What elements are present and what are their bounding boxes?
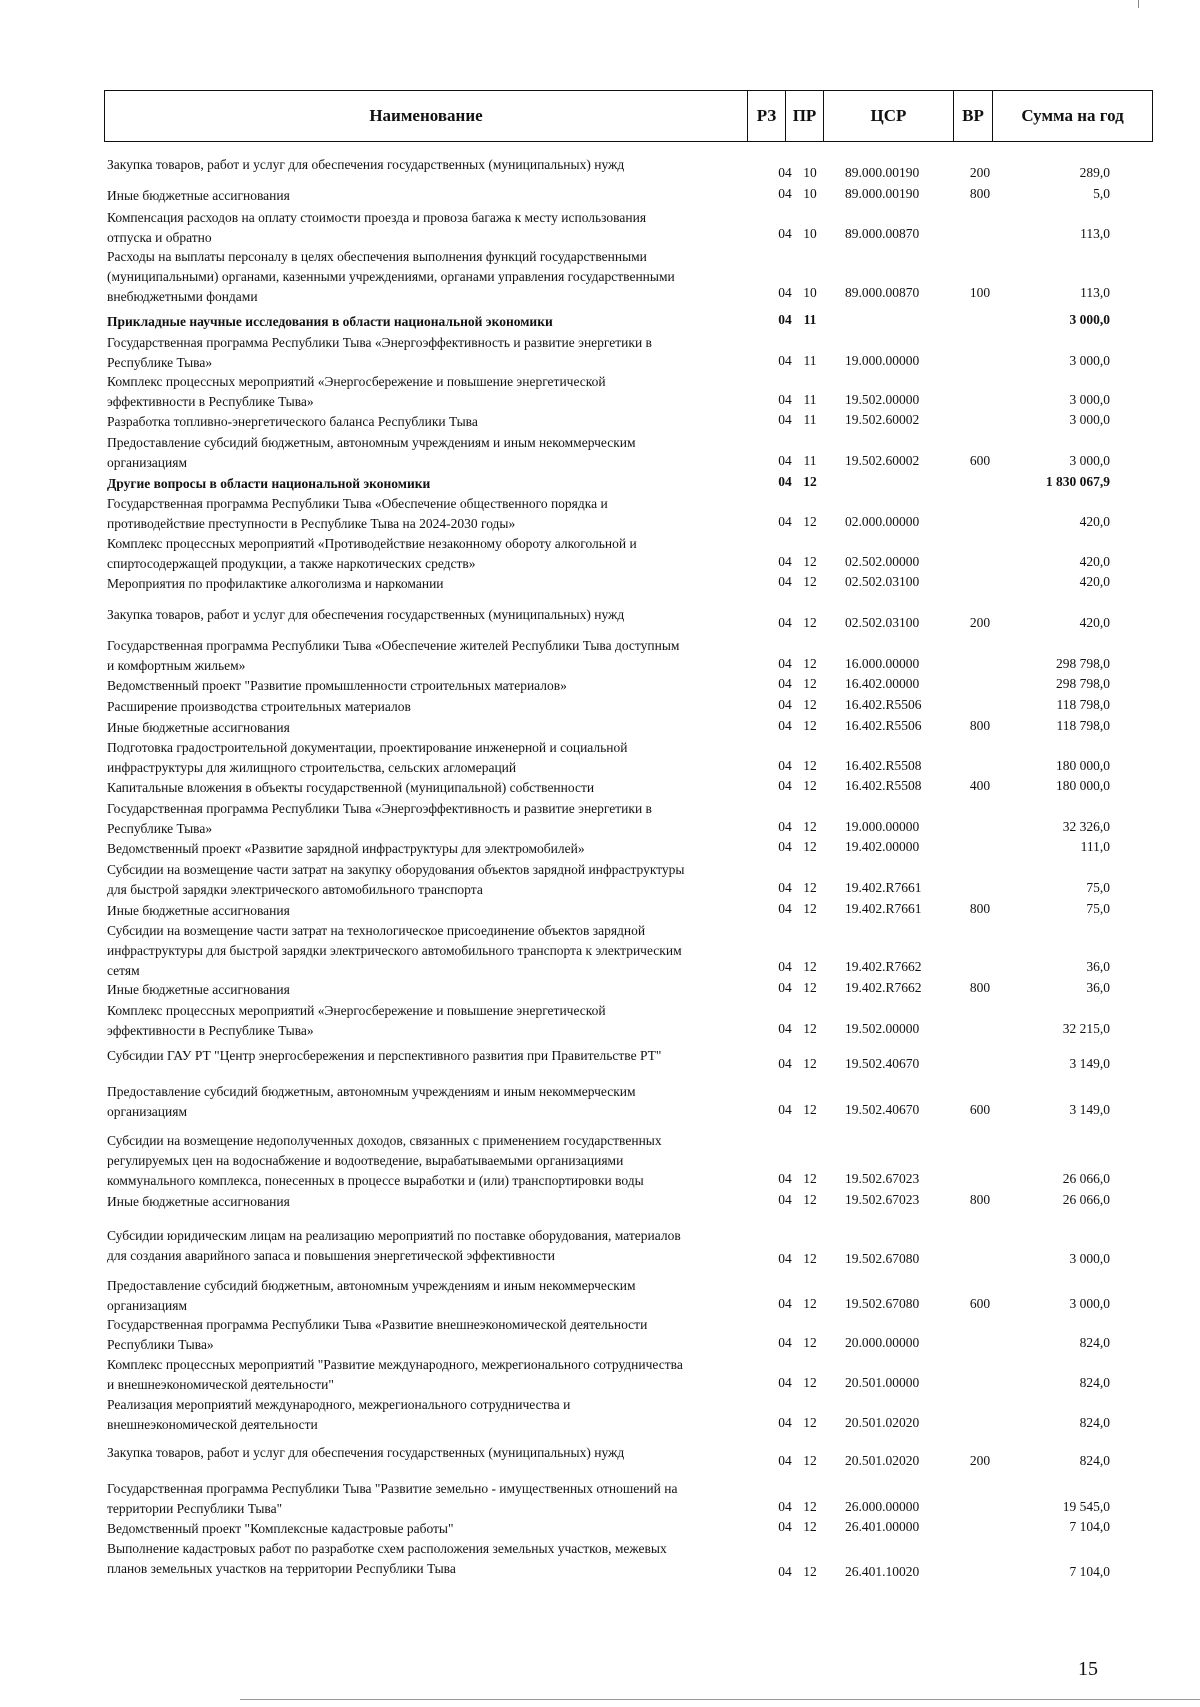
table-row xyxy=(0,1276,1200,1314)
row-name: Субсидии на возмещение части затрат на закупку оборудования объектов зарядной инфраструктуры для быстрой зарядки электрического автомобильного транспорта xyxy=(107,862,685,897)
row-pr: 11 xyxy=(803,353,817,368)
row-rz: 04 xyxy=(778,353,792,368)
row-pr: 12 xyxy=(803,1375,817,1390)
row-csr: 16.402.R5508 xyxy=(845,758,922,773)
row-rz: 04 xyxy=(778,165,792,180)
row-rz: 04 xyxy=(778,1564,792,1579)
row-csr: 02.502.03100 xyxy=(845,574,920,589)
row-pr: 11 xyxy=(803,412,817,427)
row-name: Предоставление субсидий бюджетным, автономным учреждениям и иным некоммерческим организациям xyxy=(107,1084,636,1119)
row-vr: 200 xyxy=(969,1453,991,1468)
row-rz: 04 xyxy=(778,656,792,671)
table-row xyxy=(0,901,1200,919)
row-rz: 04 xyxy=(778,392,792,407)
row-name: Разработка топливно-энергетического баланса Республики Тыва xyxy=(107,414,478,429)
row-sum: 36,0 xyxy=(1086,980,1110,995)
row-vr: 200 xyxy=(969,615,991,630)
row-sum: 298 798,0 xyxy=(1056,656,1110,671)
row-name: Иные бюджетные ассигнования xyxy=(107,982,290,997)
row-csr: 19.402.00000 xyxy=(845,839,920,854)
table-row xyxy=(0,412,1200,430)
row-name: Иные бюджетные ассигнования xyxy=(107,903,290,918)
row-sum: 36,0 xyxy=(1086,959,1110,974)
row-rz: 04 xyxy=(778,980,792,995)
table-row xyxy=(0,1315,1200,1353)
table-row xyxy=(0,574,1200,592)
row-name: Комплекс процессных мероприятий «Противодействие незаконному обороту алкогольной и спиртосодержащей продукции, а также наркотических средств» xyxy=(107,536,637,571)
row-csr: 20.000.00000 xyxy=(845,1335,920,1350)
row-name: Иные бюджетные ассигнования xyxy=(107,1194,290,1209)
row-rz: 04 xyxy=(778,1296,792,1311)
row-pr: 12 xyxy=(803,697,817,712)
table-row xyxy=(0,636,1200,674)
row-sum: 7 104,0 xyxy=(1069,1519,1110,1534)
table-row xyxy=(0,860,1200,898)
row-pr: 12 xyxy=(803,819,817,834)
row-name: Ведомственный проект "Развитие промышленности строительных материалов» xyxy=(107,678,567,693)
row-rz: 04 xyxy=(778,1171,792,1186)
header-sum: Сумма на год xyxy=(992,91,1152,141)
row-csr: 19.402.R7662 xyxy=(845,959,922,974)
table-row xyxy=(0,778,1200,796)
table-row xyxy=(0,372,1200,410)
row-sum: 3 000,0 xyxy=(1069,412,1110,427)
header-rz: РЗ xyxy=(747,91,785,141)
header-name: Наименование xyxy=(369,106,483,125)
row-csr: 02.502.00000 xyxy=(845,554,920,569)
table-row xyxy=(0,1131,1200,1189)
row-csr: 19.502.00000 xyxy=(845,392,920,407)
row-sum: 3 149,0 xyxy=(1069,1056,1110,1071)
row-sum: 3 000,0 xyxy=(1069,1296,1110,1311)
row-name: Предоставление субсидий бюджетным, автономным учреждениям и иным некоммерческим организациям xyxy=(107,1278,636,1313)
table-row xyxy=(0,1046,1200,1074)
row-pr: 12 xyxy=(803,1453,817,1468)
row-pr: 11 xyxy=(803,392,817,407)
row-name: Прикладные научные исследования в области национальной экономики xyxy=(107,314,553,329)
row-rz: 04 xyxy=(778,1335,792,1350)
row-pr: 12 xyxy=(803,656,817,671)
row-vr: 600 xyxy=(969,1102,991,1117)
row-pr: 12 xyxy=(803,980,817,995)
row-sum: 3 000,0 xyxy=(1069,312,1110,327)
table-row xyxy=(0,718,1200,736)
row-pr: 12 xyxy=(803,1296,817,1311)
row-csr: 89.000.00870 xyxy=(845,285,920,300)
row-rz: 04 xyxy=(778,1251,792,1266)
row-csr: 19.502.67023 xyxy=(845,1192,920,1207)
row-vr: 800 xyxy=(969,901,991,916)
row-pr: 12 xyxy=(803,676,817,691)
row-rz: 04 xyxy=(778,697,792,712)
row-sum: 118 798,0 xyxy=(1056,697,1110,712)
row-name: Выполнение кадастровых работ по разработке схем расположения земельных участков, межевых планов земельных участков на территории Республики Тыва xyxy=(107,1541,667,1576)
table-row xyxy=(0,186,1200,204)
row-sum: 3 000,0 xyxy=(1069,392,1110,407)
row-name: Государственная программа Республики Тыва «Энергоэффективность и развитие энергетики в Республике Тыва» xyxy=(107,801,652,836)
row-csr: 26.401.00000 xyxy=(845,1519,920,1534)
row-csr: 19.402.R7661 xyxy=(845,880,922,895)
row-rz: 04 xyxy=(778,758,792,773)
row-sum: 420,0 xyxy=(1079,574,1110,589)
table-row xyxy=(0,494,1200,532)
row-sum: 180 000,0 xyxy=(1056,758,1110,773)
row-name: Расширение производства строительных материалов xyxy=(107,699,411,714)
row-rz: 04 xyxy=(778,453,792,468)
table-row xyxy=(0,676,1200,694)
row-name: Иные бюджетные ассигнования xyxy=(107,188,290,203)
row-name: Государственная программа Республики Тыва «Обеспечение общественного порядка и противодействие преступности в Республике Тыва на 2024-2030 годы» xyxy=(107,496,608,531)
row-pr: 10 xyxy=(803,165,817,180)
row-pr: 12 xyxy=(803,718,817,733)
row-csr: 19.502.40670 xyxy=(845,1056,920,1071)
row-sum: 113,0 xyxy=(1080,226,1110,241)
row-name: Иные бюджетные ассигнования xyxy=(107,720,290,735)
row-pr: 12 xyxy=(803,1415,817,1430)
table-row xyxy=(0,333,1200,371)
row-rz: 04 xyxy=(778,676,792,691)
row-rz: 04 xyxy=(778,880,792,895)
row-sum: 75,0 xyxy=(1086,880,1110,895)
row-name: Закупка товаров, работ и услуг для обеспечения государственных (муниципальных) нужд xyxy=(107,157,625,172)
row-csr: 02.502.03100 xyxy=(845,615,920,630)
row-csr: 20.501.02020 xyxy=(845,1415,920,1430)
table-row xyxy=(0,921,1200,977)
row-name: Другие вопросы в области национальной экономики xyxy=(107,476,431,491)
table-row xyxy=(0,839,1200,857)
row-csr: 19.000.00000 xyxy=(845,819,920,834)
row-rz: 04 xyxy=(778,615,792,630)
row-sum: 3 000,0 xyxy=(1069,453,1110,468)
row-sum: 3 000,0 xyxy=(1069,1251,1110,1266)
row-csr: 26.000.00000 xyxy=(845,1499,920,1514)
row-csr: 02.000.00000 xyxy=(845,514,920,529)
row-sum: 26 066,0 xyxy=(1062,1192,1110,1207)
row-name: Расходы на выплаты персоналу в целях обеспечения выполнения функций государственными (муниципальными) органами, казенными учреждениями, органами управления государственными внебюджетными фондами xyxy=(107,249,675,304)
row-pr: 12 xyxy=(803,959,817,974)
row-name: Комплекс процессных мероприятий "Развитие международного, межрегионального сотрудничества и внешнеэкономической деятельности" xyxy=(107,1357,683,1392)
row-pr: 12 xyxy=(803,574,817,589)
row-sum: 75,0 xyxy=(1086,901,1110,916)
row-pr: 12 xyxy=(803,758,817,773)
row-sum: 118 798,0 xyxy=(1056,718,1110,733)
row-sum: 824,0 xyxy=(1079,1453,1110,1468)
row-pr: 12 xyxy=(803,901,817,916)
row-sum: 32 215,0 xyxy=(1062,1021,1110,1036)
row-csr: 89.000.00190 xyxy=(845,165,920,180)
row-sum: 113,0 xyxy=(1080,285,1110,300)
row-csr: 26.401.10020 xyxy=(845,1564,920,1579)
row-sum: 3 000,0 xyxy=(1069,353,1110,368)
row-sum: 824,0 xyxy=(1079,1375,1110,1390)
row-pr: 10 xyxy=(803,285,817,300)
row-name: Предоставление субсидий бюджетным, автономным учреждениям и иным некоммерческим организациям xyxy=(107,435,636,470)
row-sum: 5,0 xyxy=(1093,186,1110,201)
table-row xyxy=(0,1192,1200,1210)
row-rz: 04 xyxy=(778,1519,792,1534)
row-name: Комплекс процессных мероприятий «Энергосбережение и повышение энергетической эффективности в Республике Тыва» xyxy=(107,1003,606,1038)
table-row xyxy=(0,1519,1200,1537)
row-csr: 16.402.R5508 xyxy=(845,778,922,793)
table-row xyxy=(0,155,1200,183)
header-pr: ПР xyxy=(785,91,823,141)
row-name: Субсидии юридическим лицам на реализацию мероприятий по поставке оборудования, материалов для создания аварийного запаса и повышения энергетической эффективности xyxy=(107,1228,681,1263)
row-pr: 12 xyxy=(803,1335,817,1350)
row-name: Государственная программа Республики Тыва "Развитие земельно - имущественных отношений на территории Республики Тыва" xyxy=(107,1481,678,1516)
row-csr: 19.000.00000 xyxy=(845,353,920,368)
row-csr: 89.000.00190 xyxy=(845,186,920,201)
row-sum: 289,0 xyxy=(1079,165,1110,180)
row-sum: 32 326,0 xyxy=(1062,819,1110,834)
table-row xyxy=(0,1395,1200,1433)
row-rz: 04 xyxy=(778,412,792,427)
table-row xyxy=(0,605,1200,633)
row-vr: 800 xyxy=(969,186,991,201)
row-rz: 04 xyxy=(778,718,792,733)
table-row xyxy=(0,1355,1200,1393)
row-vr: 400 xyxy=(969,778,991,793)
row-rz: 04 xyxy=(778,1415,792,1430)
row-sum: 298 798,0 xyxy=(1056,676,1110,691)
table-row xyxy=(0,433,1200,471)
row-csr: 19.402.R7661 xyxy=(845,901,922,916)
row-csr: 16.402.R5506 xyxy=(845,697,922,712)
row-name: Подготовка градостроительной документации, проектирование инженерной и социальной инфраструктуры для жилищного строительства, сельских агломераций xyxy=(107,740,628,775)
row-pr: 12 xyxy=(803,1192,817,1207)
table-header xyxy=(104,90,1153,142)
row-name: Государственная программа Республики Тыва «Обеспечение жителей Республики Тыва доступным и комфортным жильем» xyxy=(107,638,680,673)
row-vr: 800 xyxy=(969,980,991,995)
row-pr: 12 xyxy=(803,1499,817,1514)
row-sum: 1 830 067,9 xyxy=(1045,474,1110,489)
row-sum: 19 545,0 xyxy=(1062,1499,1110,1514)
table-row xyxy=(0,1539,1200,1582)
row-vr: 100 xyxy=(969,285,991,300)
row-rz: 04 xyxy=(778,819,792,834)
row-pr: 10 xyxy=(803,186,817,201)
row-csr: 20.501.02020 xyxy=(845,1453,920,1468)
row-rz: 04 xyxy=(778,312,792,327)
row-sum: 180 000,0 xyxy=(1056,778,1110,793)
row-pr: 10 xyxy=(803,226,817,241)
row-rz: 04 xyxy=(778,186,792,201)
row-name: Ведомственный проект "Комплексные кадастровые работы" xyxy=(107,1521,454,1536)
row-pr: 12 xyxy=(803,778,817,793)
row-sum: 111,0 xyxy=(1080,839,1110,854)
table-row xyxy=(0,534,1200,572)
row-name: Закупка товаров, работ и услуг для обеспечения государственных (муниципальных) нужд xyxy=(107,607,625,622)
row-sum: 26 066,0 xyxy=(1062,1171,1110,1186)
table-row xyxy=(0,1479,1200,1517)
row-rz: 04 xyxy=(778,226,792,241)
row-vr: 600 xyxy=(969,1296,991,1311)
row-pr: 11 xyxy=(803,453,817,468)
page-number: 15 xyxy=(1078,1658,1098,1680)
row-csr: 19.402.R7662 xyxy=(845,980,922,995)
row-rz: 04 xyxy=(778,285,792,300)
table-row xyxy=(0,738,1200,776)
row-sum: 420,0 xyxy=(1079,514,1110,529)
row-rz: 04 xyxy=(778,1056,792,1071)
row-csr: 16.402.R5506 xyxy=(845,718,922,733)
scan-mark xyxy=(1138,0,1139,8)
row-pr: 11 xyxy=(803,312,817,327)
row-csr: 16.402.00000 xyxy=(845,676,920,691)
table-row xyxy=(0,474,1200,492)
row-name: Компенсация расходов на оплату стоимости проезда и провоза багажа к месту использования отпуска и обратно xyxy=(107,210,647,245)
table-row xyxy=(0,208,1200,244)
row-vr: 800 xyxy=(969,718,991,733)
row-csr: 16.000.00000 xyxy=(845,656,920,671)
table-row xyxy=(0,1443,1200,1471)
row-name: Комплекс процессных мероприятий «Энергосбережение и повышение энергетической эффективности в Республике Тыва» xyxy=(107,374,606,409)
row-pr: 12 xyxy=(803,1056,817,1071)
row-rz: 04 xyxy=(778,1453,792,1468)
row-rz: 04 xyxy=(778,514,792,529)
row-name: Государственная программа Республики Тыва «Энергоэффективность и развитие энергетики в Республике Тыва» xyxy=(107,335,652,370)
row-rz: 04 xyxy=(778,1375,792,1390)
row-sum: 420,0 xyxy=(1079,554,1110,569)
scan-edge-line xyxy=(240,1699,1200,1700)
row-name: Ведомственный проект «Развитие зарядной инфраструктуры для электромобилей» xyxy=(107,841,585,856)
table-row xyxy=(0,697,1200,715)
row-name: Субсидии ГАУ РТ "Центр энергосбережения и перспективного развития при Правительстве РТ" xyxy=(107,1048,662,1063)
row-rz: 04 xyxy=(778,554,792,569)
row-name: Закупка товаров, работ и услуг для обеспечения государственных (муниципальных) нужд xyxy=(107,1445,625,1460)
row-rz: 04 xyxy=(778,901,792,916)
table-row xyxy=(0,312,1200,330)
table-row xyxy=(0,1082,1200,1120)
header-csr: ЦСР xyxy=(823,91,953,141)
table-row xyxy=(0,247,1200,303)
row-vr: 600 xyxy=(969,453,991,468)
row-csr: 19.502.67080 xyxy=(845,1251,920,1266)
row-csr: 19.502.60002 xyxy=(845,453,920,468)
row-name: Субсидии на возмещение части затрат на технологическое присоединение объектов зарядной инфраструктуры для быстрой зарядки электрического автомобильного транспорта к электрическим сетям xyxy=(107,923,682,978)
row-csr: 19.502.60002 xyxy=(845,412,920,427)
row-name: Государственная программа Республики Тыва «Развитие внешнеэкономической деятельности Республики Тыва» xyxy=(107,1317,648,1352)
row-rz: 04 xyxy=(778,1102,792,1117)
row-csr: 19.502.67023 xyxy=(845,1171,920,1186)
row-pr: 12 xyxy=(803,839,817,854)
row-rz: 04 xyxy=(778,1499,792,1514)
row-rz: 04 xyxy=(778,1021,792,1036)
row-csr: 89.000.00870 xyxy=(845,226,920,241)
row-sum: 7 104,0 xyxy=(1069,1564,1110,1579)
table-row xyxy=(0,1001,1200,1039)
row-name: Реализация мероприятий международного, межрегионального сотрудничества и внешнеэкономической деятельности xyxy=(107,1397,571,1432)
row-pr: 12 xyxy=(803,514,817,529)
row-pr: 12 xyxy=(803,1171,817,1186)
row-rz: 04 xyxy=(778,1192,792,1207)
row-pr: 12 xyxy=(803,1102,817,1117)
row-pr: 12 xyxy=(803,1564,817,1579)
table-row xyxy=(0,1226,1200,1269)
row-sum: 824,0 xyxy=(1079,1415,1110,1430)
row-name: Мероприятия по профилактике алкоголизма и наркомании xyxy=(107,576,444,591)
row-rz: 04 xyxy=(778,474,792,489)
row-pr: 12 xyxy=(803,474,817,489)
row-pr: 12 xyxy=(803,615,817,630)
row-sum: 420,0 xyxy=(1079,615,1110,630)
row-rz: 04 xyxy=(778,778,792,793)
row-sum: 3 149,0 xyxy=(1069,1102,1110,1117)
row-rz: 04 xyxy=(778,959,792,974)
row-csr: 19.502.40670 xyxy=(845,1102,920,1117)
row-pr: 12 xyxy=(803,1519,817,1534)
row-name: Субсидии на возмещение недополученных доходов, связанных с применением государственных регулируемых цен на водоснабжение и водоотведение, вырабатываемыми организациями коммунального комплекса, понесенных в процессе выработки и (или) транспортировки воды xyxy=(107,1133,662,1188)
row-csr: 19.502.67080 xyxy=(845,1296,920,1311)
row-pr: 12 xyxy=(803,1251,817,1266)
row-vr: 200 xyxy=(969,165,991,180)
row-pr: 12 xyxy=(803,1021,817,1036)
row-sum: 824,0 xyxy=(1079,1335,1110,1350)
table-row xyxy=(0,799,1200,837)
row-name: Капитальные вложения в объекты государственной (муниципальной) собственности xyxy=(107,780,595,795)
table-row xyxy=(0,980,1200,998)
row-pr: 12 xyxy=(803,880,817,895)
row-vr: 800 xyxy=(969,1192,991,1207)
row-rz: 04 xyxy=(778,574,792,589)
row-csr: 19.502.00000 xyxy=(845,1021,920,1036)
header-vr: ВР xyxy=(953,91,992,141)
row-csr: 20.501.00000 xyxy=(845,1375,920,1390)
row-rz: 04 xyxy=(778,839,792,854)
row-pr: 12 xyxy=(803,554,817,569)
